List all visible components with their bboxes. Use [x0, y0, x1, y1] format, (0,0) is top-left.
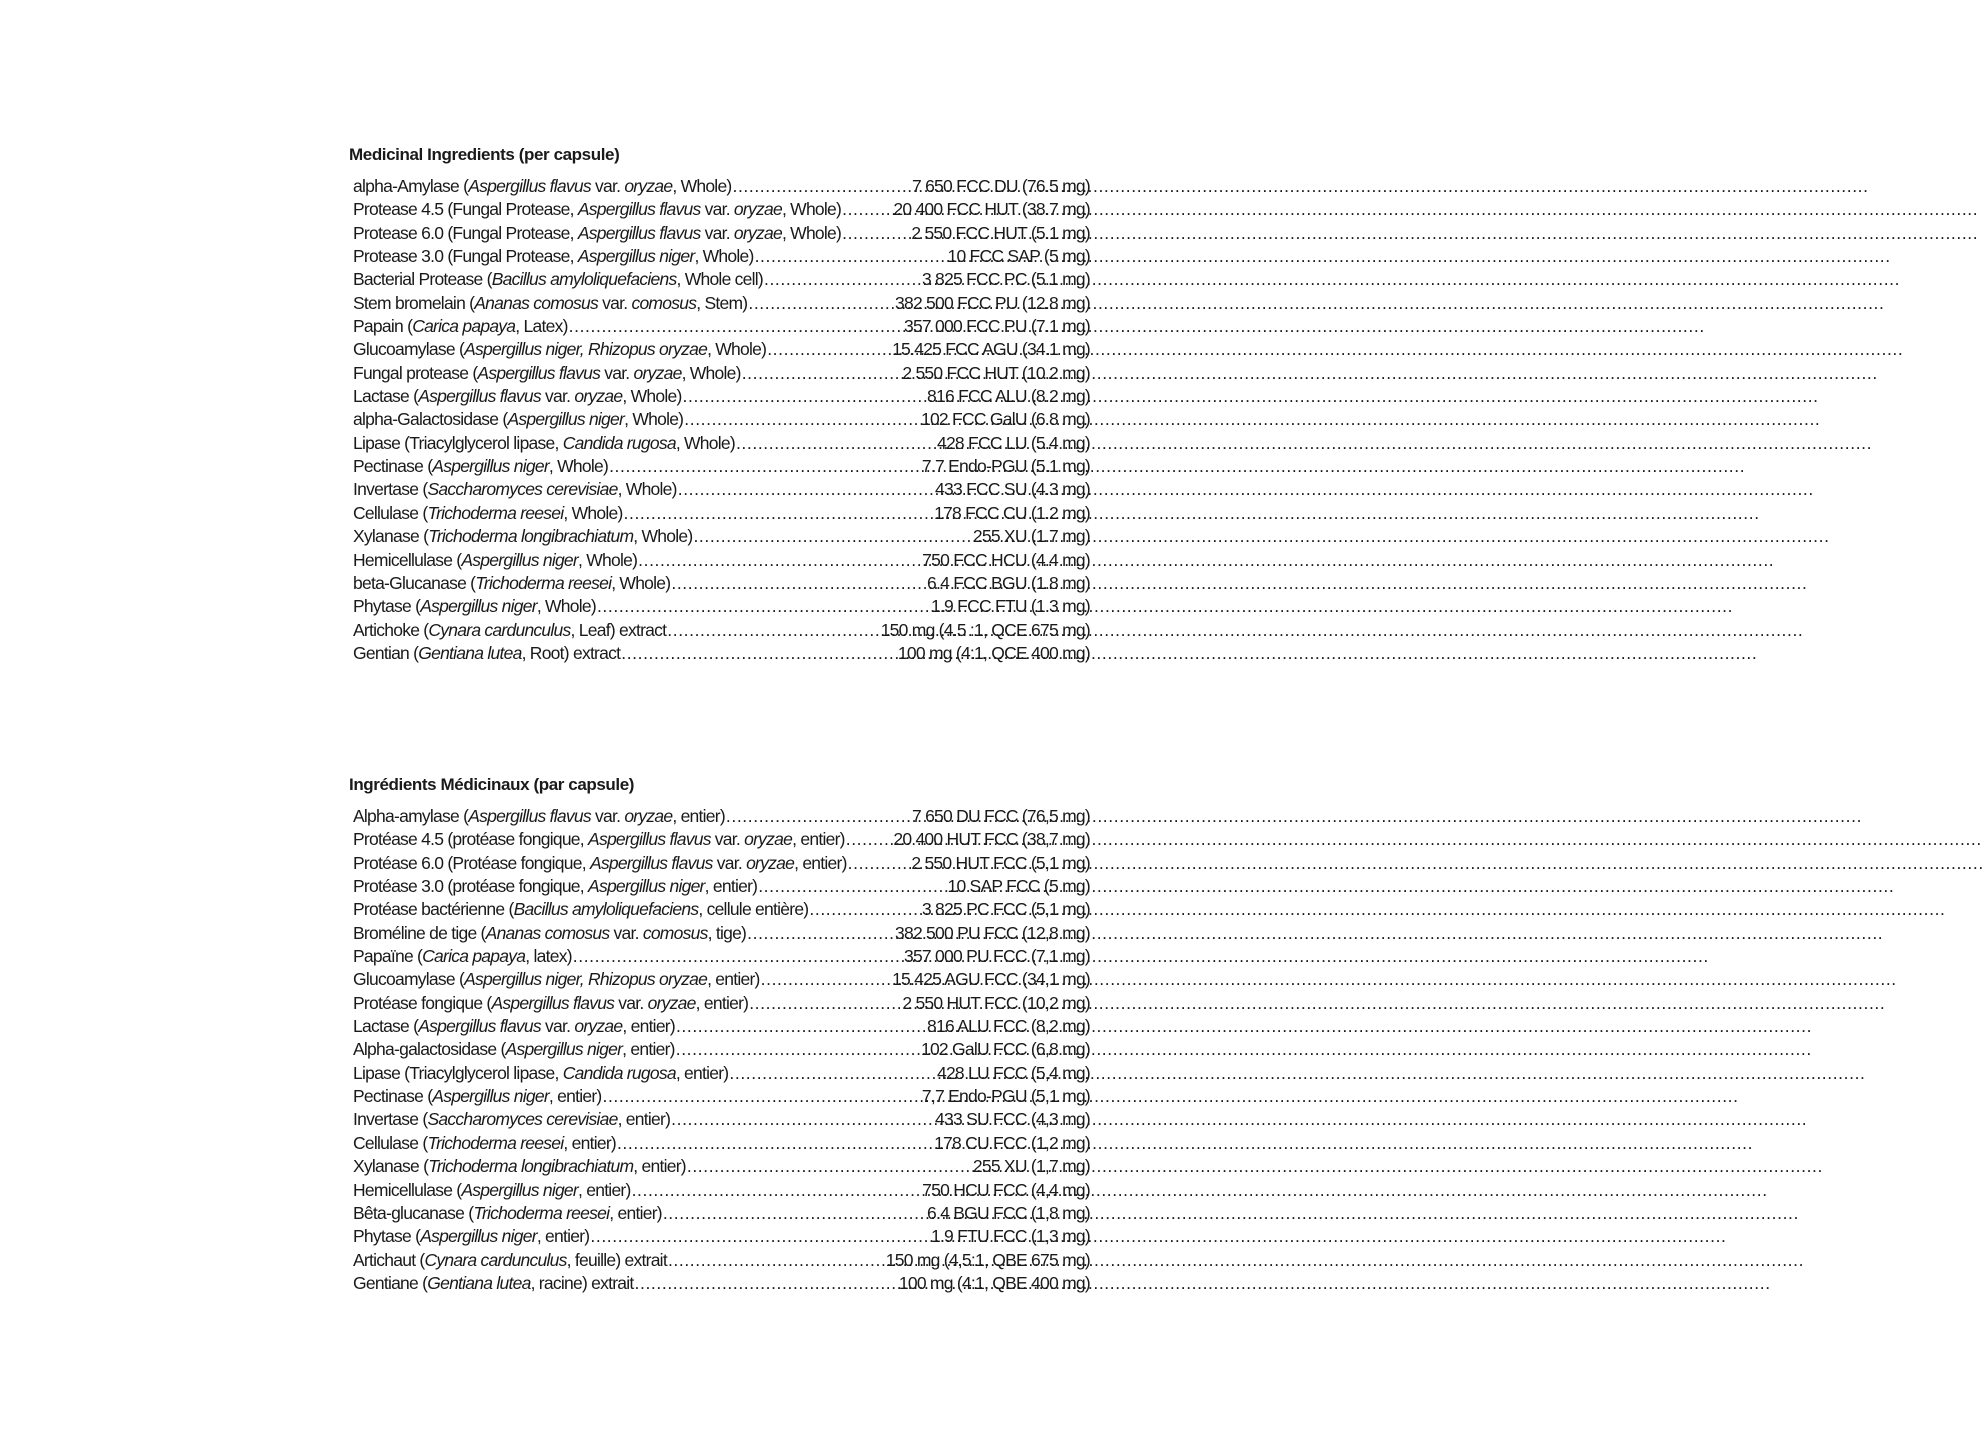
ingredient-list-french [349, 805, 1090, 1295]
ingredient-amount: 150 mg (4,5:1, QBE 675 mg) [885, 1249, 1090, 1270]
dot-leader [848, 852, 911, 875]
ingredient-row [353, 1202, 1090, 1225]
ingredient-name: Glucoamylase (Aspergillus niger, Rhizopus oryzae, Whole) [353, 339, 767, 360]
dot-leader [663, 1202, 926, 1225]
ingredient-amount: 150 mg (4.5 :1, QCE 675 mg) [880, 619, 1090, 640]
dot-leader [736, 432, 936, 455]
ingredient-name: Cellulase (Trichoderma reesei, Whole) [353, 502, 623, 523]
ingredient-name: beta-Glucanase (Trichoderma reesei, Whole) [353, 572, 671, 593]
dot-leader [747, 922, 894, 945]
dot-leader [749, 992, 901, 1015]
ingredient-amount: 20 400 FCC HUT (38.7 mg) [893, 199, 1090, 220]
ingredient-amount: 357 000 PU FCC (7,1 mg) [903, 946, 1090, 967]
ingredient-amount: 750 FCC HCU (4.4 mg) [922, 549, 1090, 570]
ingredient-row [353, 478, 1090, 501]
dot-leader [687, 1155, 972, 1178]
dot-leader [842, 198, 892, 221]
ingredient-row [353, 922, 1090, 945]
ingredient-name: Protease 6.0 (Fungal Protease, Aspergillus flavus var. oryzae, Whole) [353, 222, 842, 243]
ingredient-amount: 1.9 FTU FCC (1,3 mg) [930, 1226, 1090, 1247]
ingredient-name: Protease 4.5 (Fungal Protease, Aspergillus flavus var. oryzae, Whole) [353, 199, 842, 220]
dot-leader [597, 595, 930, 618]
dot-leader [668, 1249, 885, 1272]
ingredient-name: Bacterial Protease (Bacillus amyloliquefaciens, Whole cell) [353, 269, 763, 290]
ingredient-row [353, 898, 1090, 921]
ingredient-name: Pectinase (Aspergillus niger, Whole) [353, 456, 609, 477]
ingredient-row [353, 945, 1090, 968]
ingredient-amount: 10 FCC SAP (5 mg) [947, 246, 1090, 267]
dot-leader [638, 549, 921, 572]
dot-leader [621, 642, 897, 665]
ingredient-name: Protéase bactérienne (Bacillus amyloliquefaciens, cellule entière) [353, 899, 809, 920]
ingredient-name: Lactase (Aspergillus flavus var. oryzae, Whole) [353, 386, 682, 407]
ingredient-name: Fungal protease (Aspergillus flavus var. oryzae, Whole) [353, 362, 741, 383]
dot-leader [676, 1038, 920, 1061]
ingredient-amount: 357 000 FCC PU (7.1 mg) [903, 316, 1090, 337]
ingredient-amount: 750 HCU FCC (4,4 mg) [922, 1179, 1090, 1200]
dot-leader [676, 1015, 926, 1038]
dot-leader [684, 408, 920, 431]
ingredient-row [353, 198, 1090, 221]
dot-leader [603, 1085, 921, 1108]
dot-leader [632, 1179, 922, 1202]
ingredient-row [353, 1249, 1090, 1272]
ingredient-name: Protéase 6.0 (Protéase fongique, Aspergillus flavus var. oryzae, entier) [353, 852, 847, 873]
dot-leader [742, 362, 902, 385]
ingredient-row [353, 1179, 1090, 1202]
dot-leader [748, 292, 894, 315]
ingredient-name: Phytase (Aspergillus niger, Whole) [353, 596, 596, 617]
medicinal-ingredients-french [349, 773, 1090, 1295]
ingredient-amount: 15.425 FCC AGU (34.1 mg) [892, 339, 1090, 360]
ingredient-row [353, 828, 1090, 851]
dot-leader [617, 1132, 933, 1155]
ingredient-amount: 2 550 HUT FCC (5,1 mg) [911, 852, 1090, 873]
ingredient-amount: 178 FCC CU (1.2 mg) [934, 502, 1090, 523]
ingredient-row [353, 268, 1090, 291]
ingredient-row [353, 222, 1090, 245]
ingredient-row [353, 362, 1090, 385]
ingredient-amount: 15.425 AGU FCC (34,1 mg) [892, 969, 1090, 990]
ingredient-amount: 433 SU FCC (4,3 mg) [935, 1109, 1090, 1130]
ingredient-row [353, 875, 1090, 898]
ingredient-row [353, 1132, 1090, 1155]
ingredient-name: Papaïne (Carica papaya, latex) [353, 946, 572, 967]
ingredient-amount: 102 GalU FCC (6,8 mg) [920, 1039, 1090, 1060]
ingredient-row [353, 1038, 1090, 1061]
dot-leader [573, 945, 903, 968]
ingredient-row [353, 1272, 1090, 1295]
ingredient-name: Invertase (Saccharomyces cerevisiae, Whole) [353, 479, 677, 500]
ingredient-amount: 255 XU (1.7 mg) [972, 526, 1090, 547]
dot-leader [693, 525, 971, 548]
ingredient-name: Alpha-galactosidase (Aspergillus niger, entier) [353, 1039, 675, 1060]
ingredient-amount: 6.4 BGU FCC (1,8 mg) [927, 1202, 1090, 1223]
ingredient-amount: 428 FCC LU (5.4 mg) [936, 432, 1090, 453]
ingredient-row [353, 385, 1090, 408]
ingredient-row [353, 549, 1090, 572]
ingredient-name: Lipase (Triacylglycerol lipase, Candida rugosa, entier) [353, 1062, 729, 1083]
dot-leader [846, 828, 893, 851]
section-title-french: Ingrédients Médicinaux (par capsule) [349, 775, 635, 794]
ingredient-name: Hemicellulase (Aspergillus niger, Whole) [353, 549, 638, 570]
ingredient-row [353, 992, 1090, 1015]
ingredient-name: Protéase 3.0 (protéase fongique, Aspergillus niger, entier) [353, 876, 758, 897]
ingredient-amount: 2 550 HUT FCC (10,2 mg) [902, 992, 1090, 1013]
ingredient-row [353, 1155, 1090, 1178]
ingredient-amount: 3 825 FCC PC (5.1 mg) [921, 269, 1090, 290]
ingredient-row [353, 292, 1090, 315]
ingredient-row [353, 1062, 1090, 1085]
ingredient-name: Gentiane (Gentiana lutea, racine) extrait [353, 1272, 634, 1293]
ingredient-amount: 1.9 FCC FTU (1.3 mg) [930, 596, 1090, 617]
dot-leader [729, 1062, 936, 1085]
ingredient-amount: 428 LU FCC (5,4 mg) [936, 1062, 1090, 1083]
ingredient-amount: 7,7 Endo-PGU (5,1 mg) [921, 1086, 1090, 1107]
dot-leader [809, 898, 921, 921]
ingredient-amount: 255 XU (1,7 mg) [972, 1156, 1090, 1177]
dot-leader [842, 222, 910, 245]
ingredient-amount: 382 500 PU FCC (12,8 mg) [894, 922, 1090, 943]
ingredient-row [353, 642, 1090, 665]
ingredient-row [353, 968, 1090, 991]
dot-leader [761, 968, 891, 991]
dot-leader [767, 338, 891, 361]
ingredient-name: alpha-Amylase (Aspergillus flavus var. oryzae, Whole) [353, 176, 732, 196]
ingredient-amount: 2 550 FCC HUT (10.2 mg) [902, 362, 1090, 383]
dot-leader [609, 455, 921, 478]
ingredient-list-english [349, 175, 1090, 665]
section-title-english: Medicinal Ingredients (per capsule) [349, 145, 620, 164]
ingredient-row [353, 315, 1090, 338]
ingredient-name: Lactase (Aspergillus flavus var. oryzae, entier) [353, 1016, 675, 1037]
dot-leader [726, 805, 911, 828]
ingredient-name: alpha-Galactosidase (Aspergillus niger, Whole) [353, 409, 684, 430]
ingredient-name: Phytase (Aspergillus niger, entier) [353, 1226, 590, 1247]
ingredient-row [353, 619, 1090, 642]
ingredient-name: Invertase (Saccharomyces cerevisiae, entier) [353, 1109, 671, 1130]
ingredient-name: Papain (Carica papaya, Latex) [353, 316, 568, 337]
dot-leader [671, 572, 926, 595]
ingredient-name: Protéase fongique (Aspergillus flavus var. oryzae, entier) [353, 992, 749, 1013]
ingredient-name: Artichoke (Cynara cardunculus, Leaf) extract [353, 619, 667, 640]
ingredient-row [353, 805, 1090, 828]
ingredient-row [353, 175, 1090, 198]
ingredient-row [353, 852, 1090, 875]
ingredient-row [353, 1085, 1090, 1108]
medicinal-ingredients-english [349, 143, 1090, 665]
ingredient-name: Protéase 4.5 (protéase fongique, Aspergillus flavus var. oryzae, entier) [353, 829, 845, 850]
ingredient-amount: 2 550 FCC HUT (5.1 mg) [911, 222, 1090, 243]
ingredient-amount: 10 SAP FCC (5 mg) [947, 876, 1090, 897]
dot-leader [624, 502, 934, 525]
ingredient-name: Artichaut (Cynara cardunculus, feuille) extrait [353, 1249, 667, 1270]
ingredient-row [353, 1225, 1090, 1248]
ingredient-amount: 7 650 FCC DU (76.5 mg) [911, 176, 1090, 196]
ingredient-name: Broméline de tige (Ananas comosus var. comosus, tige) [353, 922, 747, 943]
ingredient-row [353, 245, 1090, 268]
dot-leader [758, 875, 946, 898]
ingredient-name: Xylanase (Trichoderma longibrachiatum, Whole) [353, 526, 693, 547]
dot-leader [764, 268, 921, 291]
dot-leader [671, 1108, 934, 1131]
dot-leader [733, 175, 911, 198]
ingredient-name: Bêta-glucanase (Trichoderma reesei, entier) [353, 1202, 662, 1223]
ingredient-amount: 382 500 FCC PU (12.8 mg) [894, 292, 1090, 313]
ingredient-amount: 100 mg (4:1, QCE 400 mg) [897, 642, 1090, 663]
ingredient-amount: 816 FCC ALU (8.2 mg) [927, 386, 1090, 407]
ingredient-row [353, 525, 1090, 548]
ingredient-row [353, 1108, 1090, 1131]
ingredient-row [353, 455, 1090, 478]
ingredient-name: Cellulase (Trichoderma reesei, entier) [353, 1132, 616, 1153]
dot-leader [683, 385, 926, 408]
dot-leader [569, 315, 903, 338]
ingredient-amount: 816 ALU FCC (8,2 mg) [927, 1016, 1090, 1037]
ingredient-name: Gentian (Gentiana lutea, Root) extract [353, 642, 621, 663]
ingredient-name: Protease 3.0 (Fungal Protease, Aspergillus niger, Whole) [353, 246, 754, 267]
ingredient-row [353, 408, 1090, 431]
dot-leader [590, 1225, 930, 1248]
ingredient-row [353, 595, 1090, 618]
ingredient-name: Stem bromelain (Ananas comosus var. comosus, Stem) [353, 292, 748, 313]
ingredient-amount: 100 mg (4:1, QBE 400 mg) [898, 1272, 1090, 1293]
ingredient-row [353, 1015, 1090, 1038]
ingredient-name: Alpha-amylase (Aspergillus flavus var. oryzae, entier) [353, 806, 725, 826]
ingredient-name: Lipase (Triacylglycerol lipase, Candida rugosa, Whole) [353, 432, 735, 453]
ingredient-name: Pectinase (Aspergillus niger, entier) [353, 1086, 602, 1107]
ingredient-row [353, 432, 1090, 455]
ingredient-amount: 433 FCC SU (4.3 mg) [935, 479, 1090, 500]
ingredient-amount: 20 400 HUT FCC (38,7 mg) [893, 829, 1090, 850]
ingredient-amount: 102 FCC GalU (6.8 mg) [920, 409, 1090, 430]
ingredient-row [353, 572, 1090, 595]
ingredient-amount: 7.7 Endo-PGU (5.1 mg) [921, 456, 1090, 477]
ingredient-row [353, 338, 1090, 361]
dot-leader [755, 245, 947, 268]
ingredient-name: Xylanase (Trichoderma longibrachiatum, entier) [353, 1156, 686, 1177]
ingredient-amount: 7 650 DU FCC (76,5 mg) [911, 806, 1090, 826]
ingredient-name: Hemicellulase (Aspergillus niger, entier) [353, 1179, 631, 1200]
ingredient-row [353, 502, 1090, 525]
dot-leader [667, 619, 879, 642]
ingredient-amount: 3 825 PC FCC (5,1 mg) [921, 899, 1090, 920]
ingredient-name: Glucoamylase (Aspergillus niger, Rhizopus oryzae, entier) [353, 969, 760, 990]
ingredient-amount: 6.4 FCC BGU (1.8 mg) [927, 572, 1090, 593]
dot-leader [635, 1272, 898, 1295]
dot-leader [678, 478, 934, 501]
ingredient-amount: 178 CU FCC (1,2 mg) [934, 1132, 1090, 1153]
